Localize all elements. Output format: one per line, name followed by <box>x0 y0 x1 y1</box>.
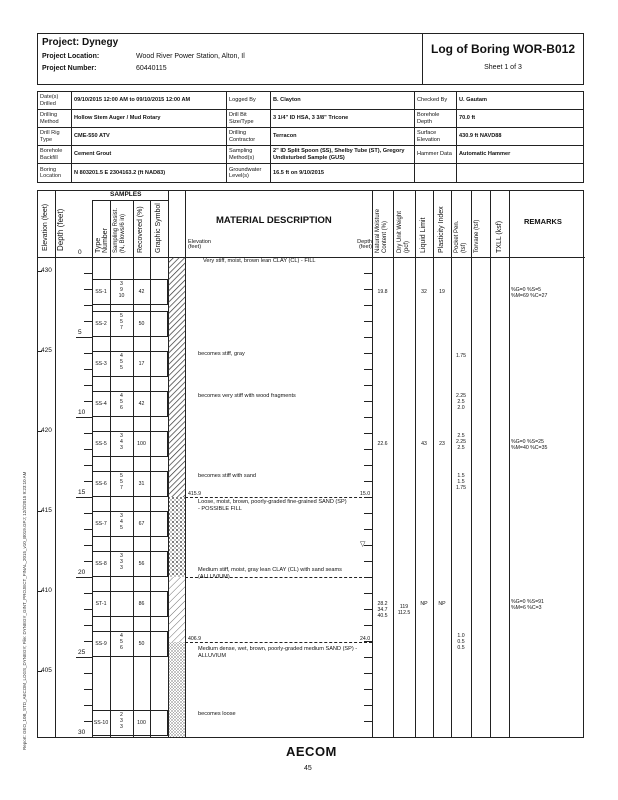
number-header: Number <box>102 228 109 253</box>
sample-id: SS-1 <box>95 289 107 295</box>
depth-tick <box>84 641 92 642</box>
info-v2: 16.5 ft on 9/10/2015 <box>271 164 415 182</box>
plasticity-header: Plasticity Index <box>438 206 445 253</box>
depth-tick-right <box>364 737 372 738</box>
pocket-pen-value: 1.0 0.5 0.5 <box>457 633 465 651</box>
depth-tick <box>76 497 92 498</box>
layer-alluvium-sand <box>168 642 185 738</box>
sample-recovery: 86 <box>138 601 145 607</box>
col-divider <box>451 191 452 737</box>
boring-info-table <box>37 91 584 183</box>
plasticity-value: 23 <box>439 441 445 447</box>
log-title: Log of Boring WOR-B012 <box>431 42 575 56</box>
info-v1: CME-550 ATV <box>72 128 227 145</box>
info-v3: Automatic Hammer <box>459 151 511 158</box>
col-divider <box>433 191 434 737</box>
elevation-tick <box>38 271 42 272</box>
sample-recovery: 42 <box>138 401 145 407</box>
info-l1: Drilling Method <box>38 110 72 127</box>
moisture-value: 22.6 <box>377 441 388 447</box>
depth-tick <box>84 561 92 562</box>
graphic-header: Graphic Symbol <box>155 203 162 253</box>
depth-tick <box>84 369 92 370</box>
info-l3: Borehole Depth <box>415 110 457 127</box>
plasticity-value: 19 <box>439 289 445 295</box>
info-l2: Drilling Contractor <box>227 128 271 145</box>
info-v1: N 803201.5 E 2304163.2 (ft NAD83) <box>72 164 227 182</box>
depth-tick-right <box>364 625 372 626</box>
sample-id: SS-9 <box>95 641 107 647</box>
info-v3: 70.0 ft <box>459 115 476 122</box>
description-8: becomes loose <box>198 711 236 717</box>
info-v2: B. Clayton <box>271 92 415 109</box>
depth-tick <box>76 337 92 338</box>
sample-recovery: 67 <box>138 521 145 527</box>
elevation-tick <box>38 591 42 592</box>
sample-blows: 3 4 3 <box>120 433 123 451</box>
depth-tick-right <box>364 417 372 418</box>
project-info <box>38 34 423 84</box>
info-l3: Surface Elevation <box>415 128 457 145</box>
pocket-pen-value: 2.5 2.25 2.5 <box>455 433 467 451</box>
sample-blows: 4 5 6 <box>120 393 123 411</box>
info-v3: U. Gautam <box>459 97 487 104</box>
report-header <box>37 33 584 85</box>
depth-tick <box>84 721 92 722</box>
depth-tick <box>84 673 92 674</box>
liquid-limit-value: NP <box>420 601 428 607</box>
elevation-tick <box>38 511 42 512</box>
depth-tick <box>84 481 92 482</box>
depth-tick <box>76 577 92 578</box>
layer-alluvium-clay <box>168 577 185 642</box>
elevation-label: 405 <box>41 667 52 675</box>
depth-tick-right <box>364 273 372 274</box>
depth-tick-right <box>364 689 372 690</box>
depth-tick <box>76 417 92 418</box>
depth-tick-right <box>364 465 372 466</box>
depth-tick <box>84 593 92 594</box>
elevation-label: 410 <box>41 587 52 595</box>
dry-weight-header: Dry Unit Weight (pcf) <box>397 211 410 253</box>
depth-tick-right <box>364 257 372 258</box>
info-v2: 3 1/4" ID HSA, 3 3/8" Tricone <box>271 110 415 127</box>
liquid-limit-header: Liquid Limit <box>420 217 427 253</box>
aecom-logo: AECOM <box>286 744 337 759</box>
layer-elev-1: 415.9 <box>188 491 201 497</box>
location-label: Project Location: <box>42 53 100 60</box>
description-6: Medium stiff, moist, gray lean CLAY (CL) with sand seams (ALLUVIUM) <box>198 567 342 580</box>
depth-tick-right <box>364 657 372 658</box>
pocket-pen-value: 2.25 2.5 2.0 <box>455 393 467 411</box>
info-v1: Hollow Stem Auger / Mud Rotary <box>72 110 227 127</box>
sample-recovery: 50 <box>138 321 145 327</box>
depth-tick <box>84 609 92 610</box>
sample-id: SS-7 <box>95 521 107 527</box>
depth-tick-right <box>364 497 372 498</box>
sample-recovery: 56 <box>138 561 145 567</box>
depth-tick-right <box>364 321 372 322</box>
sample-id: SS-6 <box>95 481 107 487</box>
depth-tick <box>84 529 92 530</box>
info-l1: Borehole Backfill <box>38 146 72 163</box>
description-4: becomes stiff with sand <box>198 473 257 479</box>
depth-tick-right <box>364 449 372 450</box>
elevation-tick <box>38 671 42 672</box>
depth-label: 25 <box>78 649 86 656</box>
sample-id: SS-2 <box>95 321 107 327</box>
report-file-note: Report: GEO_10B_STD_AECOM_LOGS_DYNEGY; File: DYNEGY_GINT_PROJECT_FINAL_2015_v10_B019.GPJ; 12/2/2015 9:23:10 AM <box>22 471 27 750</box>
info-l1: Drill Rig Type <box>38 128 72 145</box>
sample-recovery: 31 <box>138 481 145 487</box>
depth-tick-right <box>364 545 372 546</box>
info-l2: Groundwater Level(s) <box>227 164 271 182</box>
description-5: Loose, moist, brown, poorly-graded fine-grained SAND (SP) - POSSIBLE FILL <box>198 499 347 512</box>
elevation-header: Elevation (feet) <box>42 203 49 251</box>
sample-id: SS-8 <box>95 561 107 567</box>
depth-tick-right <box>364 721 372 722</box>
depth-header: Depth (feet) <box>56 208 65 251</box>
depth-tick-right <box>364 673 372 674</box>
recovered-header: Recovered (%) <box>137 206 144 253</box>
depth-tick <box>84 449 92 450</box>
depth-label: 30 <box>78 729 86 736</box>
info-v2: 2" ID Split Spoon (SS), Shelby Tube (ST), Gregory Undisturbed Sample (GUS) <box>271 146 415 163</box>
layer-depth-1: 15.0 <box>360 491 371 497</box>
depth-tick-right <box>364 609 372 610</box>
sample-blows: 5 5 7 <box>120 313 123 331</box>
info-v3: 430.9 ft NAVD88 <box>459 133 502 140</box>
number-label: Project Number: <box>42 65 97 72</box>
info-l1: Boring Location <box>38 164 72 182</box>
depth-tick-right <box>364 561 372 562</box>
info-l3: Checked By <box>415 92 457 109</box>
layer-depth-2: 24.0 <box>360 636 371 642</box>
info-v3 <box>457 164 583 182</box>
depth-tick-right <box>364 369 372 370</box>
depth-label: 5 <box>78 329 82 336</box>
info-row <box>38 92 583 110</box>
remark-value: %G=0 %S=5 %M=69 %C=27 <box>511 287 548 299</box>
layer-fill-sand <box>168 497 185 577</box>
page-number: 45 <box>304 765 312 772</box>
depth-tick <box>84 401 92 402</box>
depth-tick <box>84 385 92 386</box>
liquid-limit-value: 32 <box>421 289 427 295</box>
col-divider <box>490 191 491 737</box>
pocket-pen-header: Pocket Pen. (tsf) <box>454 220 467 253</box>
project-name: Project: Dynegy <box>42 37 119 48</box>
pocket-pen-value: 1.5 1.5 1.75 <box>455 473 467 491</box>
description-2: becomes stiff, gray <box>198 351 245 357</box>
description-1: Very stiff, moist, brown lean CLAY (CL) - FILL <box>203 258 316 264</box>
info-row <box>38 110 583 128</box>
depth-tick <box>84 321 92 322</box>
depth-tick <box>84 433 92 434</box>
layer-elev-2: 406.9 <box>188 636 201 642</box>
info-l3 <box>415 164 457 182</box>
depth-tick <box>84 465 92 466</box>
info-l3: Hammer Data <box>415 146 457 163</box>
depth-label: 15 <box>78 489 86 496</box>
depth-label: 20 <box>78 569 86 576</box>
col-divider <box>509 191 510 737</box>
elevation-label: 420 <box>41 427 52 435</box>
depth-tick-right <box>364 513 372 514</box>
sample-recovery: 100 <box>137 720 146 726</box>
depth-label: 10 <box>78 409 86 416</box>
material-description-header: MATERIAL DESCRIPTION <box>216 215 332 226</box>
col-divider <box>393 191 394 737</box>
sample-blows: 4 5 5 <box>120 353 123 371</box>
sample-blows: 4 5 6 <box>120 633 123 651</box>
info-l2: Sampling Method(s) <box>227 146 271 163</box>
depth-tick <box>84 625 92 626</box>
col-divider <box>55 191 56 737</box>
depth-tick <box>84 305 92 306</box>
torvane-header: Torvane (tsf) <box>474 219 480 253</box>
dry-weight-value: 119 112.5 <box>397 604 411 616</box>
sheet-number: Sheet 1 of 3 <box>484 64 522 71</box>
liquid-limit-value: 43 <box>421 441 427 447</box>
info-row <box>38 128 583 146</box>
depth-tick-right <box>364 481 372 482</box>
txll-header: TXLL (ksf) <box>496 220 503 253</box>
pocket-pen-value: 1.75 <box>455 353 467 359</box>
info-l2: Logged By <box>227 92 271 109</box>
sample-blows: 2 3 3 <box>120 712 123 730</box>
samples-header: SAMPLES <box>110 191 142 198</box>
sample-id: SS-10 <box>93 720 109 726</box>
info-row <box>38 146 583 164</box>
layer-boundary-3 <box>185 642 372 643</box>
elevation-small-header: Elevation (feet) <box>188 239 212 250</box>
col-divider <box>415 191 416 737</box>
depth-tick <box>76 257 92 258</box>
depth-tick <box>76 737 92 738</box>
remarks-header: REMARKS <box>524 217 562 226</box>
sample-blows: 5 5 7 <box>120 473 123 491</box>
boring-log-table <box>37 190 584 738</box>
sample-recovery: 50 <box>138 641 145 647</box>
depth-tick <box>84 289 92 290</box>
blows-header: Sampling Resist. (N, Blows/6 in) <box>113 207 126 253</box>
project-number: 60440115 <box>136 65 167 72</box>
groundwater-icon: ▽ <box>360 541 366 548</box>
depth-tick-right <box>364 577 372 578</box>
moisture-value: 28.2 34.7 40.5 <box>377 601 388 619</box>
depth-tick <box>84 689 92 690</box>
depth-tick-right <box>364 305 372 306</box>
sample-blows: 3 3 3 <box>120 553 123 571</box>
elevation-tick <box>38 351 42 352</box>
log-title-box <box>423 34 583 84</box>
info-l2: Drill Bit Size/Type <box>227 110 271 127</box>
info-row <box>38 164 583 182</box>
depth-tick <box>84 273 92 274</box>
depth-tick-right <box>364 433 372 434</box>
type-header: Type <box>95 237 102 253</box>
plasticity-value: NP <box>438 601 446 607</box>
depth-small-header: Depth (feet) <box>357 239 372 250</box>
col-divider <box>372 191 373 737</box>
depth-tick <box>84 705 92 706</box>
description-3: becomes very stiff with wood fragments <box>198 393 296 399</box>
depth-tick-right <box>364 401 372 402</box>
sample-recovery: 17 <box>138 361 145 367</box>
elevation-label: 425 <box>41 347 52 355</box>
remark-value: %G=0 %S=25 %M=40 %C=35 <box>511 439 548 451</box>
info-v1: Cement Grout <box>72 146 227 163</box>
depth-label: 0 <box>78 249 82 256</box>
depth-tick-right <box>364 705 372 706</box>
col-divider <box>185 191 186 737</box>
depth-tick <box>84 513 92 514</box>
sample-blows: 3 9 10 <box>118 281 125 299</box>
depth-tick-right <box>364 289 372 290</box>
sample-id: SS-4 <box>95 401 107 407</box>
info-v2: Terracon <box>271 128 415 145</box>
sample-recovery: 42 <box>138 289 145 295</box>
sample-id: SS-3 <box>95 361 107 367</box>
info-l1: Date(s) Drilled <box>38 92 72 109</box>
col-divider <box>471 191 472 737</box>
sample-blows: 3 4 5 <box>120 513 123 531</box>
elevation-label: 430 <box>41 267 52 275</box>
moisture-value: 19.8 <box>377 289 388 295</box>
layer-fill-clay <box>168 257 185 497</box>
project-location: Wood River Power Station, Alton, Il <box>136 53 245 60</box>
sample-recovery: 100 <box>137 441 146 447</box>
depth-tick <box>84 545 92 546</box>
elevation-tick <box>38 431 42 432</box>
depth-tick <box>84 353 92 354</box>
moisture-header: Natural Moisture Content (%) <box>375 208 388 253</box>
graphic-log <box>168 257 185 738</box>
depth-tick-right <box>364 337 372 338</box>
depth-tick-right <box>364 593 372 594</box>
description-7: Medium dense, wet, brown, poorly-graded medium SAND (SP) - ALLUVIUM <box>198 646 358 659</box>
info-v1: 09/10/2015 12:00 AM to 09/10/2015 12:00 AM <box>72 92 227 109</box>
depth-tick-right <box>364 353 372 354</box>
elevation-label: 415 <box>41 507 52 515</box>
samples-header-rule <box>92 200 168 201</box>
depth-tick <box>76 657 92 658</box>
remark-value: %G=0 %S=91 %M=6 %C=3 <box>511 599 544 611</box>
depth-tick-right <box>364 529 372 530</box>
depth-tick-right <box>364 641 372 642</box>
depth-tick-right <box>364 385 372 386</box>
layer-boundary-1 <box>185 497 372 498</box>
sample-id: SS-5 <box>95 441 107 447</box>
sample-id: ST-1 <box>95 601 107 607</box>
